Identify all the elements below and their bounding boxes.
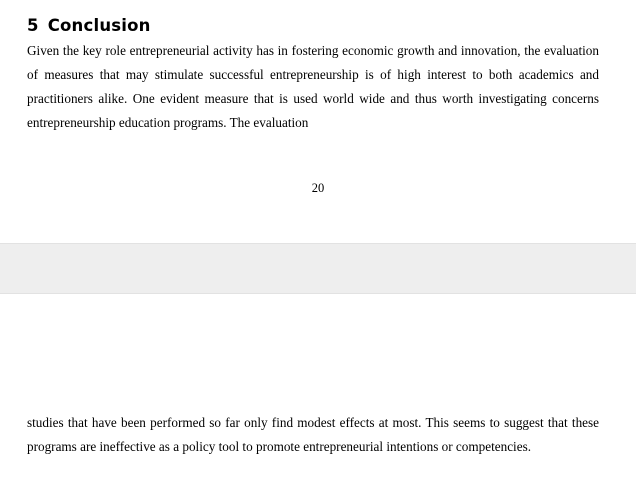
blank-page-region bbox=[0, 294, 636, 411]
page-number: 20 bbox=[311, 181, 325, 195]
paragraph-text: Given the key role entrepreneurial activity has in fostering economic growth and innovation, the evaluation of measures that may stimulate successful entrepreneurship is of high interest to both academics and practitioners alike. One evident measure that is used world wide and thus worth investigating concerns entrepreneurship education programs. The evaluation bbox=[27, 43, 599, 130]
body-paragraph-bottom bbox=[27, 411, 599, 459]
page-title bbox=[27, 16, 151, 35]
paragraph-text: studies that have been performed so far only find modest effects at most. This seems to suggest that these programs are ineffective as a policy tool to promote entrepreneurial intentions or competencies. bbox=[27, 415, 599, 454]
section-number: 5 bbox=[27, 16, 39, 36]
section-title: Conclusion bbox=[47, 16, 151, 36]
page-separator-band bbox=[0, 243, 636, 294]
body-paragraph-top bbox=[27, 39, 599, 135]
